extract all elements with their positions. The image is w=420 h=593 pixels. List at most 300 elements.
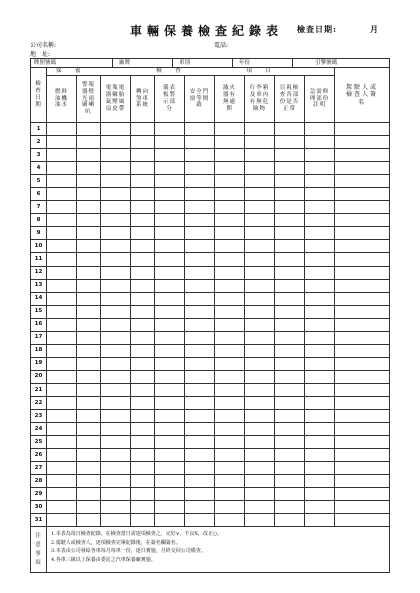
check-cell[interactable] [305, 436, 335, 449]
check-cell[interactable] [245, 175, 275, 188]
check-cell[interactable] [101, 449, 131, 462]
check-cell[interactable] [275, 292, 305, 305]
check-cell[interactable] [305, 149, 335, 162]
check-cell[interactable] [215, 410, 245, 423]
check-cell[interactable] [77, 318, 101, 331]
check-cell[interactable] [47, 201, 77, 214]
check-cell[interactable] [305, 162, 335, 175]
check-cell[interactable] [77, 214, 101, 227]
check-cell[interactable] [275, 188, 305, 201]
signature-cell[interactable] [335, 318, 390, 331]
check-cell[interactable] [215, 136, 245, 149]
check-cell[interactable] [47, 305, 77, 318]
check-cell[interactable] [185, 266, 215, 279]
signature-cell[interactable] [335, 149, 390, 162]
check-cell[interactable] [245, 514, 275, 527]
check-cell[interactable] [305, 318, 335, 331]
check-cell[interactable] [101, 123, 131, 136]
check-cell[interactable] [77, 449, 101, 462]
check-cell[interactable] [305, 253, 335, 266]
check-cell[interactable] [275, 357, 305, 370]
signature-cell[interactable] [335, 214, 390, 227]
check-cell[interactable] [47, 240, 77, 253]
check-cell[interactable] [101, 279, 131, 292]
check-cell[interactable] [215, 462, 245, 475]
check-cell[interactable] [275, 214, 305, 227]
check-cell[interactable] [101, 149, 131, 162]
check-cell[interactable] [185, 357, 215, 370]
check-cell[interactable] [155, 396, 185, 409]
check-cell[interactable] [305, 175, 335, 188]
check-cell[interactable] [155, 488, 185, 501]
check-cell[interactable] [155, 449, 185, 462]
check-cell[interactable] [101, 188, 131, 201]
check-cell[interactable] [185, 123, 215, 136]
check-cell[interactable] [245, 279, 275, 292]
check-cell[interactable] [185, 188, 215, 201]
check-cell[interactable] [275, 370, 305, 383]
signature-cell[interactable] [335, 279, 390, 292]
check-cell[interactable] [77, 253, 101, 266]
check-cell[interactable] [305, 136, 335, 149]
check-cell[interactable] [131, 292, 155, 305]
check-cell[interactable] [275, 175, 305, 188]
check-cell[interactable] [131, 344, 155, 357]
check-cell[interactable] [275, 423, 305, 436]
check-cell[interactable] [47, 318, 77, 331]
check-cell[interactable] [305, 462, 335, 475]
check-cell[interactable] [305, 240, 335, 253]
check-cell[interactable] [275, 501, 305, 514]
check-cell[interactable] [275, 279, 305, 292]
check-cell[interactable] [185, 331, 215, 344]
check-cell[interactable] [77, 436, 101, 449]
check-cell[interactable] [47, 488, 77, 501]
check-cell[interactable] [47, 292, 77, 305]
signature-cell[interactable] [335, 501, 390, 514]
signature-cell[interactable] [335, 462, 390, 475]
check-cell[interactable] [131, 279, 155, 292]
check-cell[interactable] [215, 318, 245, 331]
check-cell[interactable] [275, 227, 305, 240]
check-cell[interactable] [77, 201, 101, 214]
check-cell[interactable] [185, 410, 215, 423]
check-cell[interactable] [185, 488, 215, 501]
signature-cell[interactable] [335, 292, 390, 305]
check-cell[interactable] [275, 318, 305, 331]
check-cell[interactable] [101, 383, 131, 396]
signature-cell[interactable] [335, 449, 390, 462]
check-cell[interactable] [47, 266, 77, 279]
check-cell[interactable] [275, 331, 305, 344]
signature-cell[interactable] [335, 175, 390, 188]
check-cell[interactable] [155, 214, 185, 227]
check-cell[interactable] [47, 514, 77, 527]
check-cell[interactable] [185, 279, 215, 292]
check-cell[interactable] [101, 253, 131, 266]
signature-cell[interactable] [335, 123, 390, 136]
check-cell[interactable] [185, 240, 215, 253]
check-cell[interactable] [185, 370, 215, 383]
signature-cell[interactable] [335, 305, 390, 318]
check-cell[interactable] [275, 475, 305, 488]
check-cell[interactable] [101, 423, 131, 436]
check-cell[interactable] [131, 305, 155, 318]
check-cell[interactable] [245, 331, 275, 344]
signature-cell[interactable] [335, 383, 390, 396]
check-cell[interactable] [215, 436, 245, 449]
check-cell[interactable] [245, 149, 275, 162]
signature-cell[interactable] [335, 201, 390, 214]
check-cell[interactable] [47, 175, 77, 188]
check-cell[interactable] [131, 227, 155, 240]
check-cell[interactable] [101, 201, 131, 214]
check-cell[interactable] [185, 501, 215, 514]
check-cell[interactable] [275, 488, 305, 501]
check-cell[interactable] [155, 292, 185, 305]
check-cell[interactable] [275, 436, 305, 449]
check-cell[interactable] [131, 462, 155, 475]
check-cell[interactable] [185, 318, 215, 331]
check-cell[interactable] [215, 162, 245, 175]
check-cell[interactable] [215, 149, 245, 162]
check-cell[interactable] [101, 436, 131, 449]
signature-cell[interactable] [335, 344, 390, 357]
check-cell[interactable] [101, 357, 131, 370]
check-cell[interactable] [185, 214, 215, 227]
check-cell[interactable] [47, 136, 77, 149]
signature-cell[interactable] [335, 436, 390, 449]
signature-cell[interactable] [335, 266, 390, 279]
check-cell[interactable] [77, 501, 101, 514]
check-cell[interactable] [305, 514, 335, 527]
check-cell[interactable] [101, 410, 131, 423]
check-cell[interactable] [275, 201, 305, 214]
check-cell[interactable] [77, 292, 101, 305]
check-cell[interactable] [245, 370, 275, 383]
check-cell[interactable] [155, 344, 185, 357]
check-cell[interactable] [101, 292, 131, 305]
check-cell[interactable] [185, 162, 215, 175]
check-cell[interactable] [131, 149, 155, 162]
check-cell[interactable] [155, 331, 185, 344]
check-cell[interactable] [245, 410, 275, 423]
check-cell[interactable] [215, 383, 245, 396]
check-cell[interactable] [185, 136, 215, 149]
check-cell[interactable] [305, 357, 335, 370]
check-cell[interactable] [47, 501, 77, 514]
check-cell[interactable] [215, 488, 245, 501]
check-cell[interactable] [155, 410, 185, 423]
check-cell[interactable] [275, 136, 305, 149]
check-cell[interactable] [101, 240, 131, 253]
check-cell[interactable] [47, 331, 77, 344]
check-cell[interactable] [47, 227, 77, 240]
check-cell[interactable] [155, 136, 185, 149]
check-cell[interactable] [245, 462, 275, 475]
check-cell[interactable] [131, 501, 155, 514]
check-cell[interactable] [131, 488, 155, 501]
check-cell[interactable] [215, 279, 245, 292]
check-cell[interactable] [47, 410, 77, 423]
check-cell[interactable] [155, 436, 185, 449]
check-cell[interactable] [305, 383, 335, 396]
check-cell[interactable] [245, 383, 275, 396]
check-cell[interactable] [47, 344, 77, 357]
signature-cell[interactable] [335, 162, 390, 175]
check-cell[interactable] [215, 305, 245, 318]
check-cell[interactable] [185, 396, 215, 409]
check-cell[interactable] [245, 501, 275, 514]
check-cell[interactable] [305, 266, 335, 279]
check-cell[interactable] [131, 357, 155, 370]
check-cell[interactable] [47, 357, 77, 370]
check-cell[interactable] [131, 396, 155, 409]
check-cell[interactable] [101, 318, 131, 331]
signature-cell[interactable] [335, 475, 390, 488]
check-cell[interactable] [185, 462, 215, 475]
check-cell[interactable] [305, 396, 335, 409]
check-cell[interactable] [155, 253, 185, 266]
check-cell[interactable] [245, 344, 275, 357]
check-cell[interactable] [305, 501, 335, 514]
check-cell[interactable] [305, 227, 335, 240]
check-cell[interactable] [305, 305, 335, 318]
check-cell[interactable] [305, 488, 335, 501]
check-cell[interactable] [77, 423, 101, 436]
check-cell[interactable] [101, 331, 131, 344]
check-cell[interactable] [305, 201, 335, 214]
check-cell[interactable] [47, 436, 77, 449]
check-cell[interactable] [185, 149, 215, 162]
check-cell[interactable] [47, 449, 77, 462]
check-cell[interactable] [155, 501, 185, 514]
check-cell[interactable] [47, 423, 77, 436]
check-cell[interactable] [215, 175, 245, 188]
check-cell[interactable] [77, 175, 101, 188]
check-cell[interactable] [77, 123, 101, 136]
check-cell[interactable] [305, 292, 335, 305]
check-cell[interactable] [185, 383, 215, 396]
check-cell[interactable] [101, 162, 131, 175]
signature-cell[interactable] [335, 331, 390, 344]
check-cell[interactable] [215, 201, 245, 214]
check-cell[interactable] [305, 331, 335, 344]
check-cell[interactable] [305, 475, 335, 488]
check-cell[interactable] [101, 175, 131, 188]
check-cell[interactable] [77, 162, 101, 175]
check-cell[interactable] [215, 423, 245, 436]
check-cell[interactable] [47, 253, 77, 266]
check-cell[interactable] [155, 357, 185, 370]
check-cell[interactable] [101, 501, 131, 514]
check-cell[interactable] [185, 514, 215, 527]
check-cell[interactable] [131, 514, 155, 527]
check-cell[interactable] [101, 514, 131, 527]
check-cell[interactable] [215, 240, 245, 253]
check-cell[interactable] [245, 396, 275, 409]
check-cell[interactable] [245, 201, 275, 214]
check-cell[interactable] [131, 331, 155, 344]
check-cell[interactable] [77, 396, 101, 409]
check-cell[interactable] [131, 266, 155, 279]
check-cell[interactable] [185, 423, 215, 436]
check-cell[interactable] [275, 240, 305, 253]
check-cell[interactable] [77, 383, 101, 396]
check-cell[interactable] [77, 370, 101, 383]
check-cell[interactable] [305, 123, 335, 136]
check-cell[interactable] [245, 305, 275, 318]
check-cell[interactable] [305, 279, 335, 292]
check-cell[interactable] [245, 123, 275, 136]
check-cell[interactable] [131, 383, 155, 396]
check-cell[interactable] [185, 436, 215, 449]
signature-cell[interactable] [335, 253, 390, 266]
check-cell[interactable] [47, 462, 77, 475]
check-cell[interactable] [155, 423, 185, 436]
check-cell[interactable] [275, 344, 305, 357]
check-cell[interactable] [77, 357, 101, 370]
check-cell[interactable] [245, 475, 275, 488]
signature-cell[interactable] [335, 136, 390, 149]
check-cell[interactable] [185, 292, 215, 305]
check-cell[interactable] [47, 188, 77, 201]
check-cell[interactable] [245, 136, 275, 149]
check-cell[interactable] [185, 475, 215, 488]
check-cell[interactable] [131, 188, 155, 201]
check-cell[interactable] [215, 188, 245, 201]
check-cell[interactable] [245, 227, 275, 240]
check-cell[interactable] [47, 370, 77, 383]
signature-cell[interactable] [335, 370, 390, 383]
check-cell[interactable] [305, 214, 335, 227]
check-cell[interactable] [77, 188, 101, 201]
signature-cell[interactable] [335, 357, 390, 370]
check-cell[interactable] [215, 266, 245, 279]
check-cell[interactable] [77, 227, 101, 240]
check-cell[interactable] [155, 175, 185, 188]
check-cell[interactable] [47, 396, 77, 409]
check-cell[interactable] [77, 344, 101, 357]
check-cell[interactable] [131, 449, 155, 462]
check-cell[interactable] [155, 201, 185, 214]
check-cell[interactable] [155, 462, 185, 475]
check-cell[interactable] [185, 253, 215, 266]
check-cell[interactable] [245, 162, 275, 175]
check-cell[interactable] [155, 305, 185, 318]
check-cell[interactable] [275, 305, 305, 318]
signature-cell[interactable] [335, 423, 390, 436]
check-cell[interactable] [101, 370, 131, 383]
check-cell[interactable] [215, 292, 245, 305]
check-cell[interactable] [275, 149, 305, 162]
check-cell[interactable] [245, 449, 275, 462]
check-cell[interactable] [101, 396, 131, 409]
check-cell[interactable] [101, 462, 131, 475]
check-cell[interactable] [131, 318, 155, 331]
check-cell[interactable] [245, 488, 275, 501]
check-cell[interactable] [77, 488, 101, 501]
check-cell[interactable] [131, 175, 155, 188]
check-cell[interactable] [155, 240, 185, 253]
check-cell[interactable] [47, 214, 77, 227]
check-cell[interactable] [101, 136, 131, 149]
check-cell[interactable] [215, 331, 245, 344]
check-cell[interactable] [185, 344, 215, 357]
check-cell[interactable] [245, 266, 275, 279]
check-cell[interactable] [77, 279, 101, 292]
check-cell[interactable] [305, 188, 335, 201]
check-cell[interactable] [275, 514, 305, 527]
check-cell[interactable] [131, 423, 155, 436]
check-cell[interactable] [155, 188, 185, 201]
check-cell[interactable] [131, 162, 155, 175]
check-cell[interactable] [185, 227, 215, 240]
check-cell[interactable] [77, 266, 101, 279]
check-cell[interactable] [101, 344, 131, 357]
check-cell[interactable] [101, 488, 131, 501]
check-cell[interactable] [155, 318, 185, 331]
check-cell[interactable] [305, 449, 335, 462]
check-cell[interactable] [101, 266, 131, 279]
check-cell[interactable] [155, 149, 185, 162]
check-cell[interactable] [47, 162, 77, 175]
check-cell[interactable] [215, 475, 245, 488]
check-cell[interactable] [245, 253, 275, 266]
check-cell[interactable] [155, 279, 185, 292]
check-cell[interactable] [101, 475, 131, 488]
check-cell[interactable] [185, 175, 215, 188]
signature-cell[interactable] [335, 188, 390, 201]
signature-cell[interactable] [335, 410, 390, 423]
check-cell[interactable] [185, 201, 215, 214]
check-cell[interactable] [155, 227, 185, 240]
check-cell[interactable] [131, 253, 155, 266]
check-cell[interactable] [305, 410, 335, 423]
check-cell[interactable] [245, 214, 275, 227]
check-cell[interactable] [101, 227, 131, 240]
check-cell[interactable] [131, 370, 155, 383]
check-cell[interactable] [77, 514, 101, 527]
signature-cell[interactable] [335, 488, 390, 501]
check-cell[interactable] [131, 410, 155, 423]
check-cell[interactable] [47, 475, 77, 488]
check-cell[interactable] [275, 123, 305, 136]
check-cell[interactable] [305, 423, 335, 436]
check-cell[interactable] [77, 410, 101, 423]
check-cell[interactable] [245, 292, 275, 305]
check-cell[interactable] [101, 305, 131, 318]
check-cell[interactable] [245, 357, 275, 370]
check-cell[interactable] [131, 240, 155, 253]
check-cell[interactable] [77, 240, 101, 253]
signature-cell[interactable] [335, 514, 390, 527]
check-cell[interactable] [77, 149, 101, 162]
check-cell[interactable] [275, 162, 305, 175]
check-cell[interactable] [245, 436, 275, 449]
check-cell[interactable] [155, 475, 185, 488]
check-cell[interactable] [77, 462, 101, 475]
check-cell[interactable] [275, 410, 305, 423]
check-cell[interactable] [245, 423, 275, 436]
check-cell[interactable] [185, 449, 215, 462]
check-cell[interactable] [215, 396, 245, 409]
check-cell[interactable] [215, 514, 245, 527]
check-cell[interactable] [275, 449, 305, 462]
check-cell[interactable] [215, 501, 245, 514]
check-cell[interactable] [305, 370, 335, 383]
check-cell[interactable] [275, 266, 305, 279]
